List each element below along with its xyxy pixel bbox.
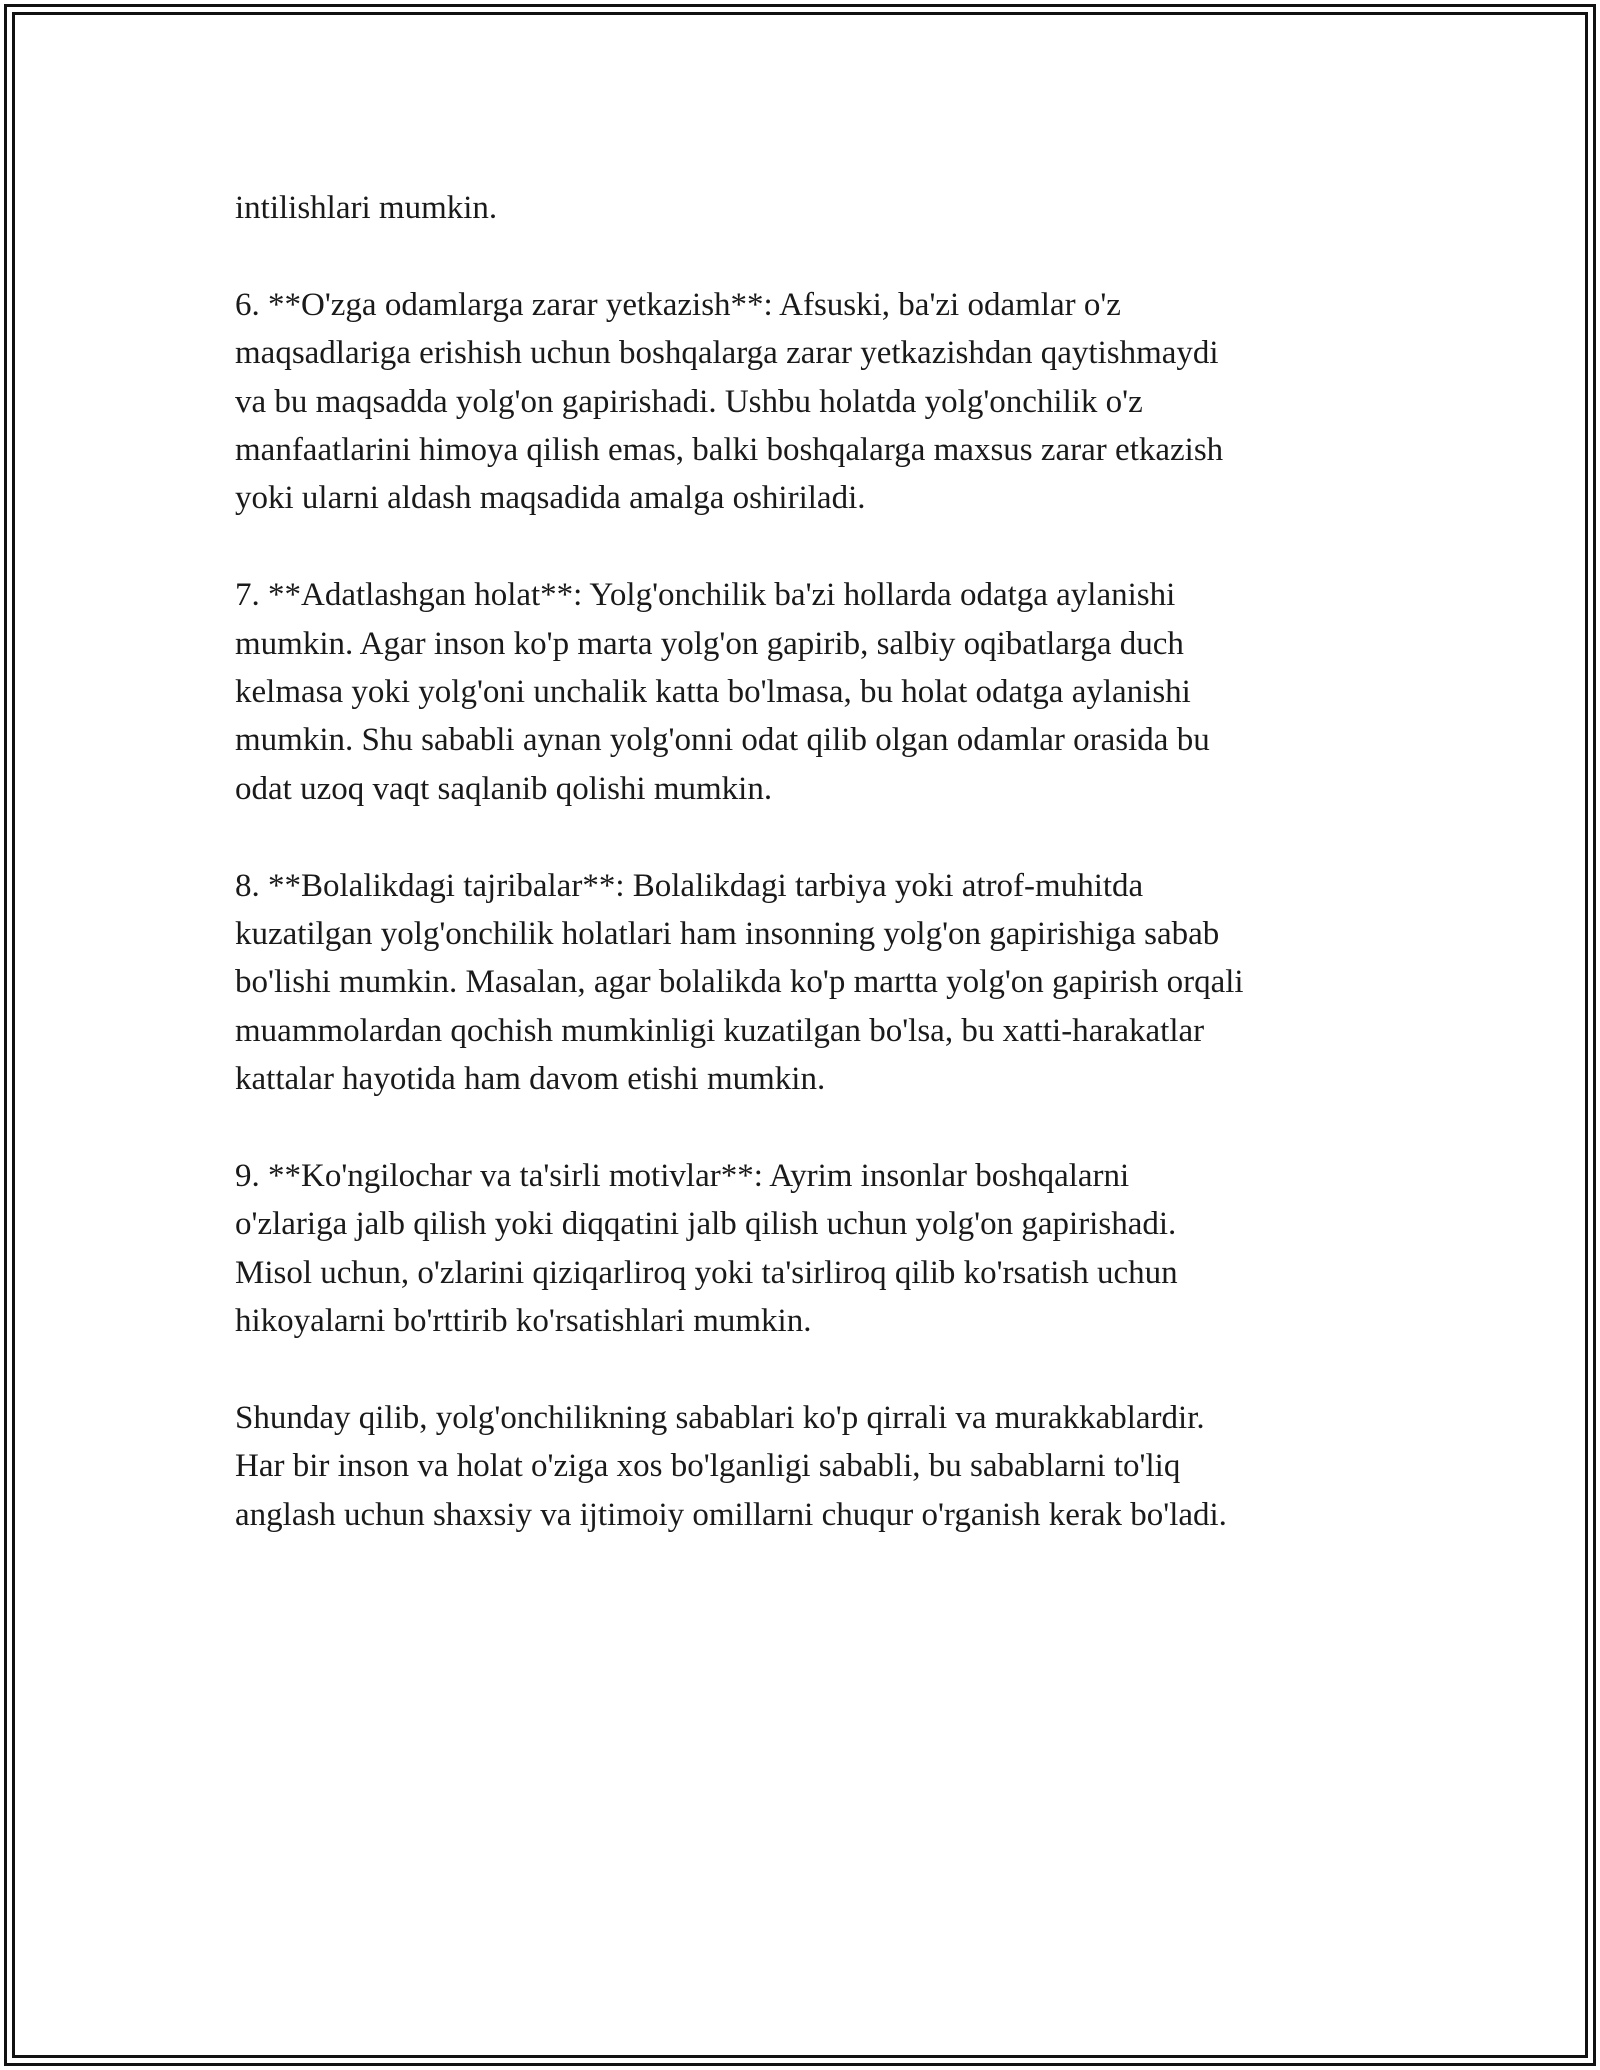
paragraph-continuation: intilishlari mumkin. — [235, 190, 498, 226]
paragraph-item-6: 6. **O'zga odamlarga zarar yetkazish**: Afsuski, ba'zi odamlar o'z maqsadlariga erishish uchun boshqalarga zarar yetkazishdan qaytishmaydi va bu maqsadda yolg'on gapirishadi. Ushbu holatda yolg'onchilik o'z manfaatlarini himoya qilish emas, balki boshqalarga maxsus zarar etkazish yoki ularni aldash maqsadida amalga oshiriladi. — [235, 286, 1224, 517]
paragraph-item-9: 9. **Ko'ngilochar va ta'sirli motivlar**: Ayrim insonlar boshqalarni o'zlariga jalb qilish yoki diqqatini jalb qilish uchun yolg'on gapirishadi. Misol uchun, o'zlarini qiziqarliroq yoki ta'sirliroq qilib ko'rsatish uchun hikoyalarni bo'rttirib ko'rsatishlari mumkin. — [235, 1158, 1178, 1340]
paragraph-item-7: 7. **Adatlashgan holat**: Yolg'onchilik ba'zi hollarda odatga aylanishi mumkin. Agar inson ko'p marta yolg'on gapirib, salbiy oqibatlarga duch kelmasa yoki yolg'oni unchalik katta bo'lmasa, bu holat odatga aylanishi mumkin. Shu sababli aynan yolg'onni odat qilib olgan odamlar orasida bu odat uzoq vaqt saqlanib qolishi mumkin. — [235, 577, 1210, 807]
paragraph-conclusion: Shunday qilib, yolg'onchilikning sabablari ko'p qirrali va murakkablardir. Har bir inson va holat o'ziga xos bo'lganligi sababli, bu sabablarni to'liq anglash uchun shaxsiy va ijtimoiy omillarni chuqur o'rganish kerak bo'ladi. — [235, 1400, 1227, 1533]
document-body — [235, 184, 1395, 1588]
paragraph-item-8: 8. **Bolalikdagi tajribalar**: Bolalikdagi tarbiya yoki atrof-muhitda kuzatilgan yolg'onchilik holatlari ham insonning yolg'on gapirishiga sabab bo'lishi mumkin. Masalan, agar bolalikda ko'p martta yolg'on gapirish orqali muammolardan qochish mumkinligi kuzatilgan bo'lsa, bu xatti-harakatlar kattalar hayotida ham davom etishi mumkin. — [235, 867, 1244, 1098]
